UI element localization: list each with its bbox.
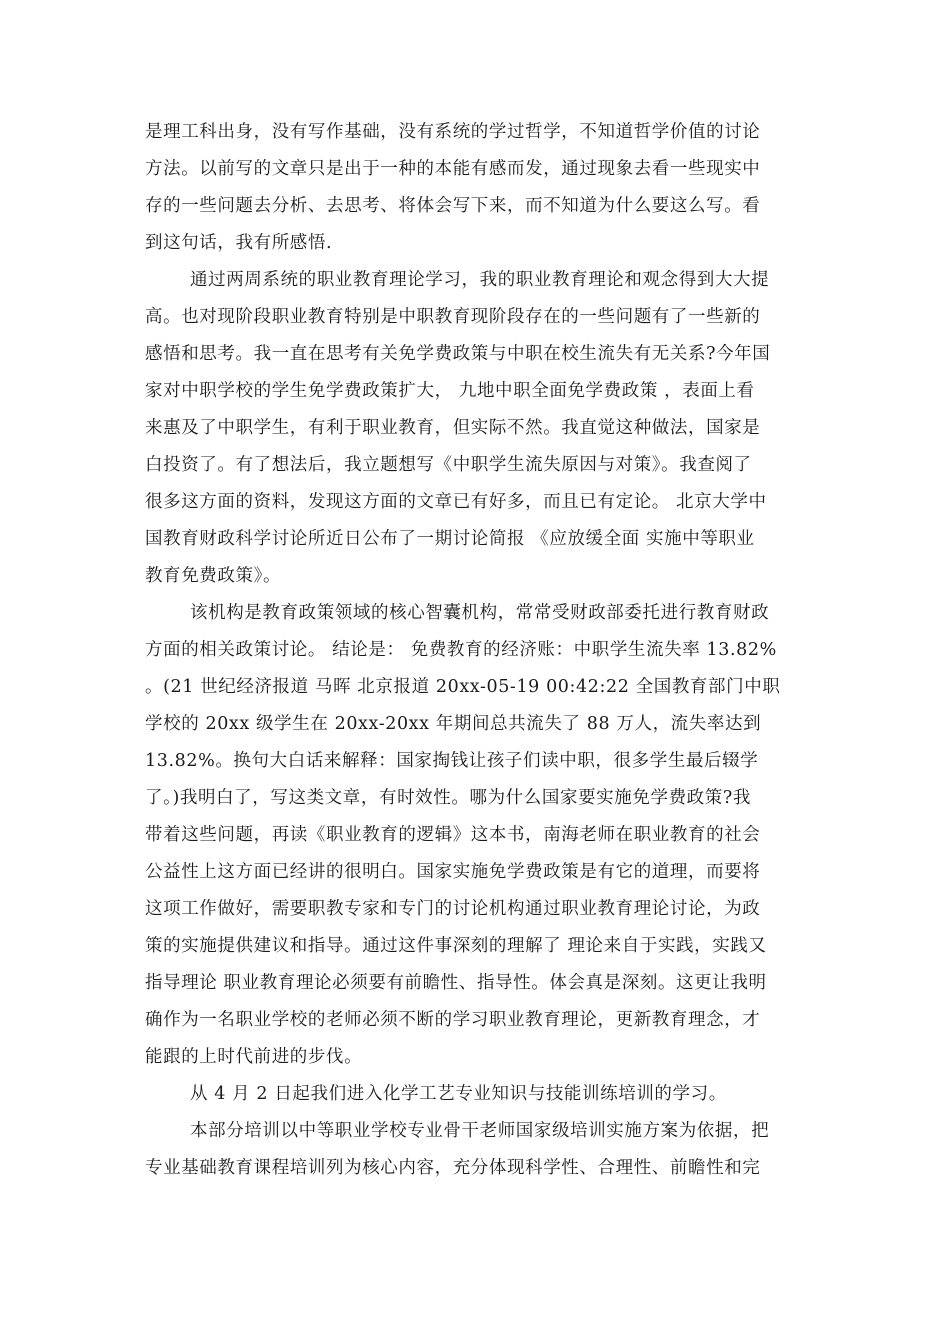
text-line: 专业基础教育课程培训列为核心内容，充分体现科学性、合理性、前瞻性和完	[145, 1158, 761, 1178]
text-line: 很多这方面的资料，发现这方面的文章已有好多，而且已有定论。 北京大学中	[145, 492, 767, 512]
text-line: 家对中职学校的学生免学费政策扩大， 九地中职全面免学费政策 ，表面上看	[145, 381, 755, 401]
text-line: 确作为一名职业学校的老师必须不断的学习职业教育理论，更新教育理念，才	[145, 1010, 761, 1030]
paragraph-first-line: 从 4 月 2 日起我们进入化学工艺专业知识与技能训练培训的学习。	[190, 1084, 727, 1104]
text-line: 13.82%。换句大白话来解释：国家掏钱让孩子们读中职，很多学生最后辍学	[145, 751, 759, 771]
text-line: 白投资了。有了想法后，我立题想写《中职学生流失原因与对策》。我查阅了	[145, 455, 752, 475]
paragraph-first-line: 该机构是教育政策领域的核心智囊机构，常常受财政部委托进行教育财政	[190, 603, 770, 623]
text-line: 方法。以前写的文章只是出于一种的本能有感而发，通过现象去看一些现实中	[145, 159, 761, 179]
text-line: 。(21 世纪经济报道 马晖 北京报道 20xx-05-19 00:42:22 全国教育部门中职	[145, 677, 781, 697]
text-line: 了。)我明白了，写这类文章，有时效性。哪为什么国家要实施免学费政策?我	[145, 788, 751, 808]
text-line: 国教育财政科学讨论所近日公布了一期讨论简报 《应放缓全面 实施中等职业	[145, 529, 755, 549]
text-line: 这项工作做好，需要职教专家和专门的讨论机构通过职业教育理论讨论，为政	[145, 899, 761, 919]
text-line: 指导理论 职业教育理论必须要有前瞻性、指导性。体会真是深刻。这更让我明	[145, 973, 767, 993]
paragraph-first-line: 本部分培训以中等职业学校专业骨干老师国家级培训实施方案为依据，把	[190, 1121, 770, 1141]
text-line: 来惠及了中职学生，有利于职业教育，但实际不然。我直觉这种做法，国家是	[145, 418, 761, 438]
paragraph-first-line: 通过两周系统的职业教育理论学习，我的职业教育理论和观念得到大大提	[190, 270, 770, 290]
text-line: 到这句话，我有所感悟.	[145, 233, 333, 253]
text-line: 感悟和思考。我一直在思考有关免学费政策与中职在校生流失有无关系?今年国	[145, 344, 771, 364]
text-line: 公益性上这方面已经讲的很明白。国家实施免学费政策是有它的道理，而要将	[145, 862, 761, 882]
text-line: 能跟的上时代前进的步伐。	[145, 1047, 363, 1067]
text-line: 方面的相关政策讨论。 结论是： 免费教育的经济账：中职学生流失率 13.82%	[145, 640, 777, 660]
text-line: 是理工科出身，没有写作基础，没有系统的学过哲学，不知道哲学价值的讨论	[145, 122, 761, 142]
text-line: 带着这些问题，再读《职业教育的逻辑》这本书，南海老师在职业教育的社会	[145, 825, 761, 845]
text-line: 学校的 20xx 级学生在 20xx-20xx 年期间总共流失了 88 万人，流失率达到	[145, 714, 762, 734]
text-line: 存的一些问题去分析、去思考、将体会写下来，而不知道为什么要这么写。看	[145, 196, 761, 216]
text-line: 策的实施提供建议和指导。通过这件事深刻的理解了 理论来自于实践，实践又	[145, 936, 767, 956]
text-line: 高。也对现阶段职业教育特别是中职教育现阶段存在的一些问题有了一些新的	[145, 307, 761, 327]
text-line: 教育免费政策》。	[145, 566, 282, 586]
